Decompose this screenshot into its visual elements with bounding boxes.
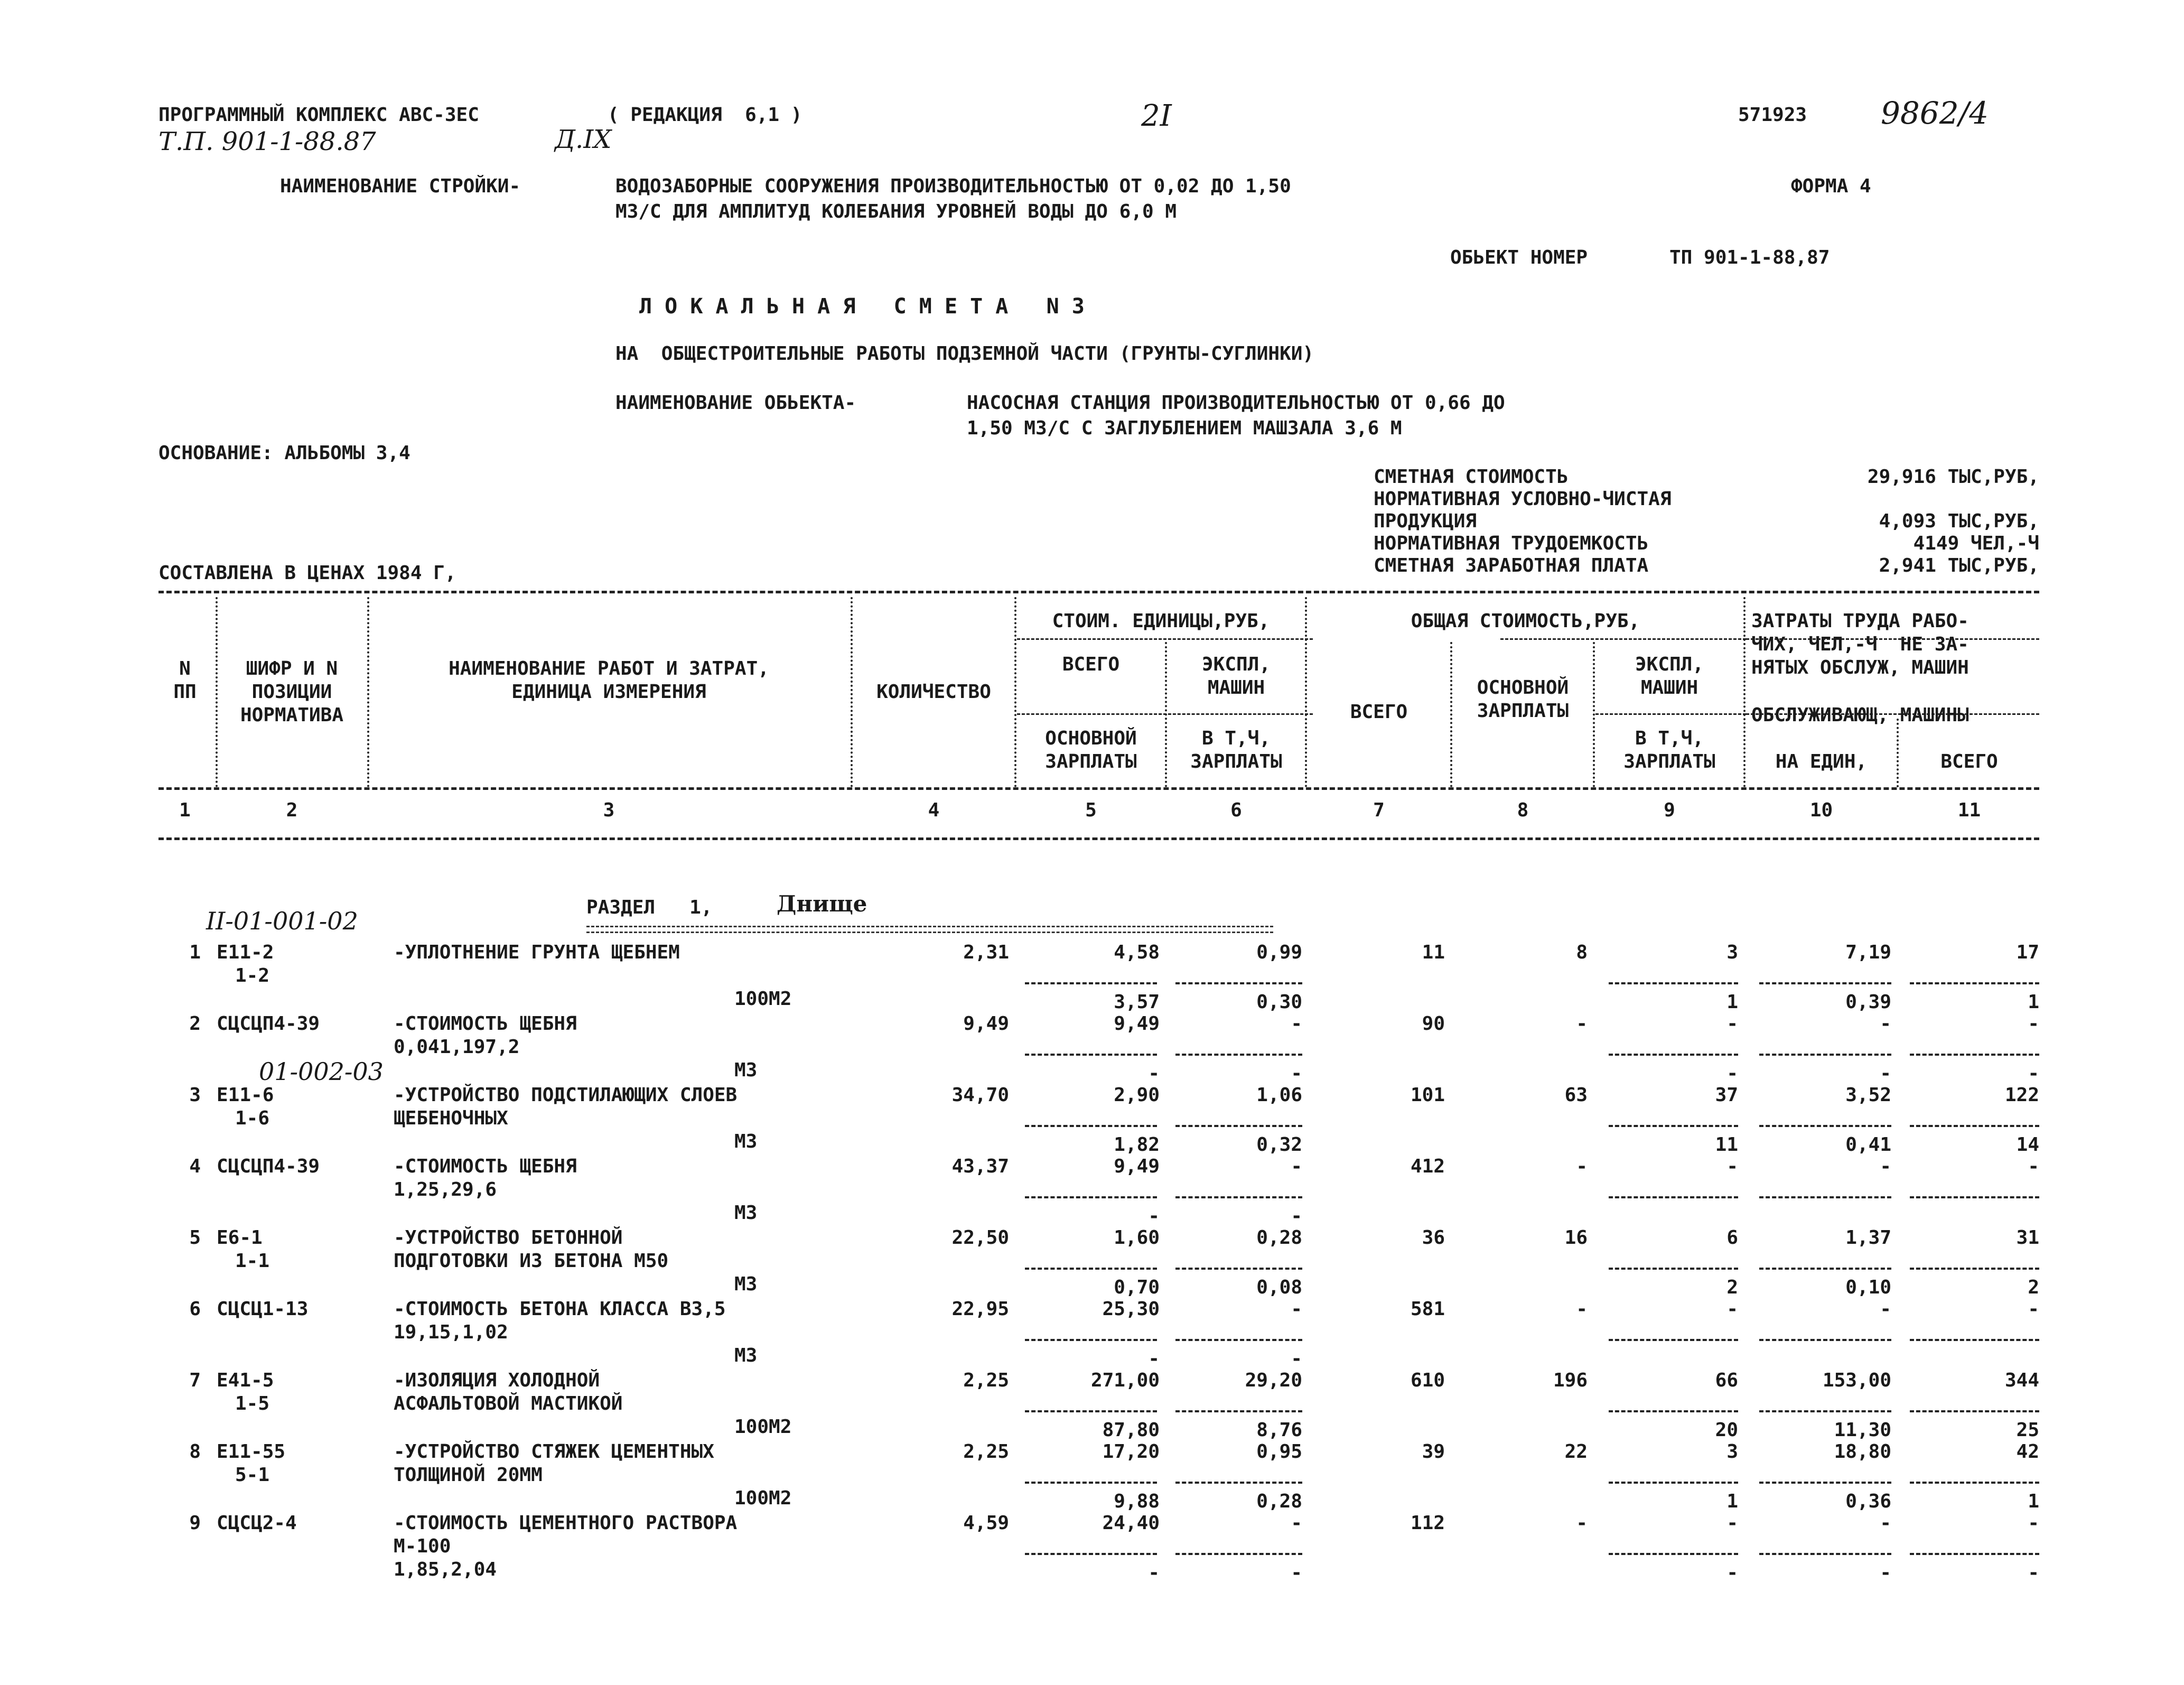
object-name-line-2: 1,50 М3/С С ЗАГЛУБЛЕНИЕМ МАШЗАЛА 3,6 М [967,417,1402,439]
column-separator [1450,642,1452,787]
row-b9: 11 [1715,1134,1738,1156]
row-name-line: -УСТРОЙСТВО ПОДСТИЛАЮЩИХ СЛОЕВ [394,1084,738,1106]
row-code: СЦСЦП4-39 [217,1156,320,1177]
row-b9: - [1726,1562,1738,1584]
row-c6: - [1291,1512,1302,1534]
row-c5: 4,58 [1114,942,1160,963]
row-code: Е41-5 [217,1370,274,1391]
row-c7: 39 [1422,1441,1445,1463]
row-name-line: -УСТРОЙСТВО БЕТОННОЙ [394,1227,623,1249]
row-c10: 7,19 [1845,942,1891,963]
row-code: СЦСЦ2-4 [217,1512,297,1534]
row-b11: 25 [2016,1419,2039,1441]
row-b10: 0,41 [1845,1134,1891,1156]
header-mid-rule [1595,713,1746,715]
row-rule [1759,1125,1891,1127]
row-name-line: ТОЛЩИНОЙ 20ММ [394,1464,543,1486]
row-b5: 0,70 [1114,1277,1160,1298]
column-number: 2 [286,799,298,821]
row-number: 4 [189,1156,201,1177]
row-quantity: 34,70 [951,1084,1009,1106]
row-b9: - [1726,1063,1738,1084]
row-number: 5 [189,1227,201,1249]
row-rule [1025,1339,1157,1341]
row-quantity: 43,37 [951,1156,1009,1177]
header-total-mach: МАШИН [1640,677,1698,699]
row-name-line: 0,041,197,2 [394,1036,520,1058]
row-c11: 42 [2016,1441,2039,1463]
row-quantity: 4,59 [963,1512,1009,1534]
header-total-cost: ОБЩАЯ СТОИМОСТЬ,РУБ, [1411,610,1640,632]
row-c7: 581 [1410,1298,1445,1320]
header-total-base: ЗАРПЛАТЫ [1477,700,1569,722]
row-rule [1609,982,1738,984]
row-rule [1609,1482,1738,1484]
row-quantity: 2,31 [963,942,1009,963]
column-number: 4 [928,799,940,821]
header-col-qty: КОЛИЧЕСТВО [876,681,991,703]
row-number: 6 [189,1298,201,1320]
row-b6: 0,08 [1256,1277,1302,1298]
header-col-name: ЕДИНИЦА ИЗМЕРЕНИЯ [511,681,706,703]
header-unit-mach: МАШИН [1207,677,1265,699]
row-c6: - [1291,1013,1302,1035]
row-rule [1759,1482,1891,1484]
row-b9: 2 [1726,1277,1738,1298]
header-labor: ЗАТРАТЫ ТРУДА РАБО- [1751,610,1969,632]
row-c5: 17,20 [1102,1441,1160,1463]
section-name: Днище [777,891,867,917]
row-rule [1759,1553,1891,1555]
row-c7: 112 [1410,1512,1445,1534]
row-name-line: ЩЕБЕНОЧНЫХ [394,1107,508,1129]
row-b10: 0,10 [1845,1277,1891,1298]
row-b11: 1 [2028,991,2039,1013]
row-b10: 11,30 [1834,1419,1891,1441]
row-c5: 24,40 [1102,1512,1160,1534]
header-total-mach: ЭКСПЛ, [1635,654,1704,675]
column-number: 8 [1517,799,1529,821]
row-code-2: 1-5 [235,1393,270,1414]
row-name-line: -УСТРОЙСТВО СТЯЖЕК ЦЕМЕНТНЫХ [394,1441,714,1463]
row-name-line: АСФАЛЬТОВОЙ МАСТИКОЙ [394,1393,623,1414]
row-c9: - [1726,1512,1738,1534]
row-c5: 9,49 [1114,1156,1160,1177]
row-c9: 66 [1715,1370,1738,1391]
row-rule [1910,982,2039,984]
row-b10: - [1880,1562,1891,1584]
row-rule [1609,1125,1738,1127]
column-separator [367,597,369,787]
row-c11: - [2028,1156,2039,1177]
row-c8: - [1576,1013,1588,1035]
object-number-label: ОБЬЕКТ НОМЕР [1450,247,1588,268]
header-col-name: НАИМЕНОВАНИЕ РАБОТ И ЗАТРАТ, [449,658,769,679]
row-b11: 2 [2028,1277,2039,1298]
row-name-line: -СТОИМОСТЬ ЩЕБНЯ [394,1013,577,1035]
row-rule [1910,1553,2039,1555]
row-rule [1175,1125,1302,1127]
row-rule [1609,1054,1738,1056]
header-unit-mach: ЭКСПЛ, [1201,654,1271,675]
row-c6: 0,99 [1256,942,1302,963]
row-name-line: 19,15,1,02 [394,1321,508,1343]
row-name-line: ПОДГОТОВКИ ИЗ БЕТОНА М50 [394,1250,669,1272]
row-c9: - [1726,1156,1738,1177]
row-number: 7 [189,1370,201,1391]
handwritten-section-code: II-01-001-02 [206,907,358,935]
header-total-incl: В Т,Ч, [1635,728,1704,749]
column-number: 5 [1085,799,1097,821]
header-col-code: ПОЗИЦИИ [251,681,332,703]
section-label: РАЗДЕЛ 1, [586,897,713,918]
summary-value: 2,941 ТЫС,РУБ, [1879,555,2039,576]
row-c9: 37 [1715,1084,1738,1106]
row-code: Е11-55 [217,1441,286,1463]
row-c11: 31 [2016,1227,2039,1249]
row-c8: 22 [1564,1441,1588,1463]
column-separator [1165,642,1167,787]
row-code: СЦСЦ1-13 [217,1298,309,1320]
row-rule [1025,1482,1157,1484]
row-unit: М3 [734,1059,758,1081]
row-b5: - [1148,1348,1160,1370]
row-name-line: М-100 [394,1535,451,1557]
row-rule [1025,982,1157,984]
row-rule [1175,982,1302,984]
column-number: 3 [603,799,615,821]
row-name-line: -СТОИМОСТЬ БЕТОНА КЛАССА В3,5 [394,1298,726,1320]
header-mid-rule [1500,638,1746,640]
row-unit: М3 [734,1345,758,1366]
row-b10: 0,39 [1845,991,1891,1013]
header-col-n: ПП [173,681,197,703]
row-code: Е6-1 [217,1227,263,1249]
row-b6: 0,28 [1256,1491,1302,1512]
column-number: 9 [1664,799,1675,821]
row-code: Е11-6 [217,1084,274,1106]
row-rule [1910,1410,2039,1412]
row-c9: 3 [1726,942,1738,963]
row-code: СЦСЦП4-39 [217,1013,320,1035]
row-quantity: 2,25 [963,1370,1009,1391]
row-b11: 1 [2028,1491,2039,1512]
row-c11: - [2028,1298,2039,1320]
row-b9: 1 [1726,991,1738,1013]
row-c10: - [1880,1298,1891,1320]
row-b6: - [1291,1205,1302,1227]
row-number: 3 [189,1084,201,1106]
row-rule [1609,1268,1738,1270]
row-c10: - [1880,1156,1891,1177]
row-c6: 1,06 [1256,1084,1302,1106]
row-c6: 0,28 [1256,1227,1302,1249]
row-b5: 87,80 [1102,1419,1160,1441]
handwritten-code: Д.IX [555,125,612,154]
row-c5: 9,49 [1114,1013,1160,1035]
row-number: 1 [189,942,201,963]
row-rule [1609,1553,1738,1555]
row-b6: 8,76 [1256,1419,1302,1441]
row-name-line: -УПЛОТНЕНИЕ ГРУНТА ЩЕБНЕМ [394,942,680,963]
row-rule [1175,1196,1302,1198]
row-quantity: 22,95 [951,1298,1009,1320]
summary-label: ПРОДУКЦИЯ [1374,510,1477,532]
header-unit-total: ВСЕГО [1062,654,1120,675]
row-c7: 11 [1422,942,1445,963]
column-separator [1897,719,1899,787]
column-number: 6 [1230,799,1242,821]
row-b5: - [1148,1562,1160,1584]
row-rule [1609,1339,1738,1341]
header-col-code: ШИФР И N [246,658,338,679]
row-number: 8 [189,1441,201,1463]
program-name: ПРОГРАММНЫЙ КОМПЛЕКС АВС-3ЕС [158,104,479,126]
row-c11: 122 [2004,1084,2039,1106]
row-c8: - [1576,1512,1588,1534]
row-quantity: 22,50 [951,1227,1009,1249]
row-c6: 29,20 [1245,1370,1302,1391]
header-total-base: ОСНОВНОЙ [1477,677,1569,699]
row-b6: 0,32 [1256,1134,1302,1156]
construction-label: НАИМЕНОВАНИЕ СТРОЙКИ- [280,175,521,197]
row-name-line: -СТОИМОСТЬ ЦЕМЕНТНОГО РАСТВОРА [394,1512,738,1534]
row-rule [1025,1268,1157,1270]
row-c8: 8 [1576,942,1588,963]
row-c9: - [1726,1013,1738,1035]
row-code-2: 1-2 [235,965,270,986]
row-name-line: 1,85,2,04 [394,1559,497,1580]
row-rule [1025,1410,1157,1412]
object-name-line-1: НАСОСНАЯ СТАНЦИЯ ПРОИЗВОДИТЕЛЬНОСТЬЮ ОТ 0,66 ДО [967,392,1505,414]
row-unit: 100М2 [734,1416,792,1438]
header-labor: НЯТЫХ ОБСЛУЖ, МАШИН [1751,657,1969,678]
row-name-line: 1,25,29,6 [394,1179,497,1200]
header-bottom-rule [158,787,2039,790]
column-number: 10 [1809,799,1833,821]
row-b6: - [1291,1348,1302,1370]
row-b5: - [1148,1205,1160,1227]
header-mid-rule [1017,638,1313,640]
header-labor-total: ВСЕГО [1940,751,1998,772]
row-rule [1759,1196,1891,1198]
header-unit-base: ОСНОВНОЙ [1045,728,1137,749]
row-rule [1759,1410,1891,1412]
object-name-label: НАИМЕНОВАНИЕ ОБЬЕКТА- [615,392,856,414]
summary-value: 4,093 ТЫС,РУБ, [1879,510,2039,532]
row-name-line: -СТОИМОСТЬ ЩЕБНЯ [394,1156,577,1177]
row-c10: - [1880,1013,1891,1035]
row-rule [1910,1339,2039,1341]
form-label: ФОРМА 4 [1791,175,1871,197]
row-code-2: 1-1 [235,1250,270,1272]
row-rule [1759,1054,1891,1056]
construction-line-2: М3/С ДЛЯ АМПЛИТУД КОЛЕБАНИЯ УРОВНЕЙ ВОДЫ ДО 6,0 М [615,201,1177,222]
summary-label: НОРМАТИВНАЯ ТРУДОЕМКОСТЬ [1374,533,1649,554]
row-rule [1025,1125,1157,1127]
header-labor-unit: НА ЕДИН, [1775,751,1868,772]
page-number: 2I [1141,99,1172,133]
summary-label: СМЕТНАЯ ЗАРАБОТНАЯ ПЛАТА [1374,555,1649,576]
column-separator [851,597,853,787]
summary-value: 29,916 ТЫС,РУБ, [1867,466,2039,488]
header-unit-incl: В Т,Ч, [1201,728,1271,749]
header-labor-mach: ОБСЛУЖИВАЮЩ, МАШИНЫ [1751,704,1969,726]
row-rule [1025,1054,1157,1056]
header-unit-base: ЗАРПЛАТЫ [1045,751,1137,772]
handwritten-note: 01-002-03 [259,1057,384,1086]
row-rule [1175,1482,1302,1484]
summary-label: НОРМАТИВНАЯ УСЛОВНО-ЧИСТАЯ [1374,488,1672,510]
row-c9: 6 [1726,1227,1738,1249]
row-c10: 18,80 [1834,1441,1891,1463]
header-labor: ЧИХ, ЧЕЛ,-Ч НЕ ЗА- [1751,634,1969,655]
row-b9: 1 [1726,1491,1738,1512]
row-b5: 3,57 [1114,991,1160,1013]
row-number: 9 [189,1512,201,1534]
row-b5: - [1148,1063,1160,1084]
column-number: 7 [1373,799,1385,821]
row-unit: М3 [734,1273,758,1295]
row-quantity: 9,49 [963,1013,1009,1035]
row-c8: 16 [1564,1227,1588,1249]
column-separator [1014,597,1016,787]
row-rule [1759,1268,1891,1270]
row-rule [1175,1410,1302,1412]
row-c11: - [2028,1013,2039,1035]
row-c8: 63 [1564,1084,1588,1106]
handwritten-number: 9862/4 [1881,95,1989,131]
row-b5: 9,88 [1114,1491,1160,1512]
row-c10: 3,52 [1845,1084,1891,1106]
row-b10: - [1880,1063,1891,1084]
row-b11: - [2028,1562,2039,1584]
summary-label: СМЕТНАЯ СТОИМОСТЬ [1374,466,1569,488]
row-c7: 610 [1410,1370,1445,1391]
header-col-n: N [179,658,191,679]
row-c9: - [1726,1298,1738,1320]
document-number: 571923 [1738,104,1807,126]
column-separator [1743,597,1746,787]
header-total-all: ВСЕГО [1350,701,1408,723]
row-c7: 101 [1410,1084,1445,1106]
row-rule [1609,1196,1738,1198]
row-c8: 196 [1553,1370,1588,1391]
row-rule [1609,1410,1738,1412]
row-b6: - [1291,1063,1302,1084]
row-c10: - [1880,1512,1891,1534]
row-c8: - [1576,1156,1588,1177]
row-rule [1175,1339,1302,1341]
number-row-rule [158,837,2039,840]
row-code: Е11-2 [217,942,274,963]
row-rule [1910,1125,2039,1127]
row-name-line: -ИЗОЛЯЦИЯ ХОЛОДНОЙ [394,1370,600,1391]
row-c6: - [1291,1298,1302,1320]
row-quantity: 2,25 [963,1441,1009,1463]
row-rule [1175,1054,1302,1056]
row-c7: 412 [1410,1156,1445,1177]
row-c8: - [1576,1298,1588,1320]
row-rule [1910,1054,2039,1056]
row-c11: 17 [2016,942,2039,963]
column-separator [1593,642,1595,787]
header-unit-cost: СТОИМ. ЕДИНИЦЫ,РУБ, [1052,610,1270,632]
column-number: 11 [1957,799,1981,821]
row-b11: - [2028,1063,2039,1084]
row-unit: 100М2 [734,988,792,1010]
row-rule [1910,1482,2039,1484]
row-c10: 153,00 [1822,1370,1891,1391]
row-rule [1759,1339,1891,1341]
document-title: Л О К А Л Ь Н А Я С М Е Т А N 3 [639,294,1085,319]
row-b6: 0,30 [1256,991,1302,1013]
row-c7: 36 [1422,1227,1445,1249]
edition: ( РЕДАКЦИЯ 6,1 ) [608,104,802,126]
row-c5: 25,30 [1102,1298,1160,1320]
column-separator [1305,597,1307,787]
construction-line-1: ВОДОЗАБОРНЫЕ СООРУЖЕНИЯ ПРОИЗВОДИТЕЛЬНОСТЬЮ ОТ 0,02 ДО 1,50 [615,175,1291,197]
row-c10: 1,37 [1845,1227,1891,1249]
row-c5: 271,00 [1090,1370,1160,1391]
prices-year: СОСТАВЛЕНА В ЦЕНАХ 1984 Г, [158,562,456,584]
row-c9: 3 [1726,1441,1738,1463]
row-c11: 344 [2004,1370,2039,1391]
row-rule [1910,1196,2039,1198]
row-rule [1175,1268,1302,1270]
document-subtitle: НА ОБЩЕСТРОИТЕЛЬНЫЕ РАБОТЫ ПОДЗЕМНОЙ ЧАСТИ (ГРУНТЫ-СУГЛИНКИ) [615,343,1314,365]
row-c11: - [2028,1512,2039,1534]
row-number: 2 [189,1013,201,1035]
row-b6: - [1291,1562,1302,1584]
row-b11: 14 [2016,1134,2039,1156]
row-unit: М3 [734,1202,758,1224]
row-c7: 90 [1422,1013,1445,1035]
row-c5: 2,90 [1114,1084,1160,1106]
row-rule [1025,1196,1157,1198]
header-total-incl: ЗАРПЛАТЫ [1623,751,1715,772]
row-b9: 20 [1715,1419,1738,1441]
row-c6: - [1291,1156,1302,1177]
row-c5: 1,60 [1114,1227,1160,1249]
header-col-code: НОРМАТИВА [240,704,344,726]
row-rule [1910,1268,2039,1270]
row-b10: 0,36 [1845,1491,1891,1512]
header-top-rule [158,591,2039,593]
column-number: 1 [179,799,191,821]
header-unit-incl: ЗАРПЛАТЫ [1190,751,1282,772]
row-c6: 0,95 [1256,1441,1302,1463]
row-unit: 100М2 [734,1487,792,1509]
row-b5: 1,82 [1114,1134,1160,1156]
object-number-value: ТП 901-1-88,87 [1669,247,1830,268]
summary-value: 4149 ЧЕЛ,-Ч [1913,533,2039,554]
basis: ОСНОВАНИЕ: АЛЬБОМЫ 3,4 [158,442,410,464]
row-rule [1175,1553,1302,1555]
row-unit: М3 [734,1131,758,1152]
column-separator [216,597,218,787]
row-code-2: 1-6 [235,1107,270,1129]
row-rule [1759,982,1891,984]
row-code-2: 5-1 [235,1464,270,1486]
section-underline [586,926,1273,933]
handwritten-tp: Т.П. 901-1-88.87 [158,127,376,156]
row-rule [1025,1553,1157,1555]
